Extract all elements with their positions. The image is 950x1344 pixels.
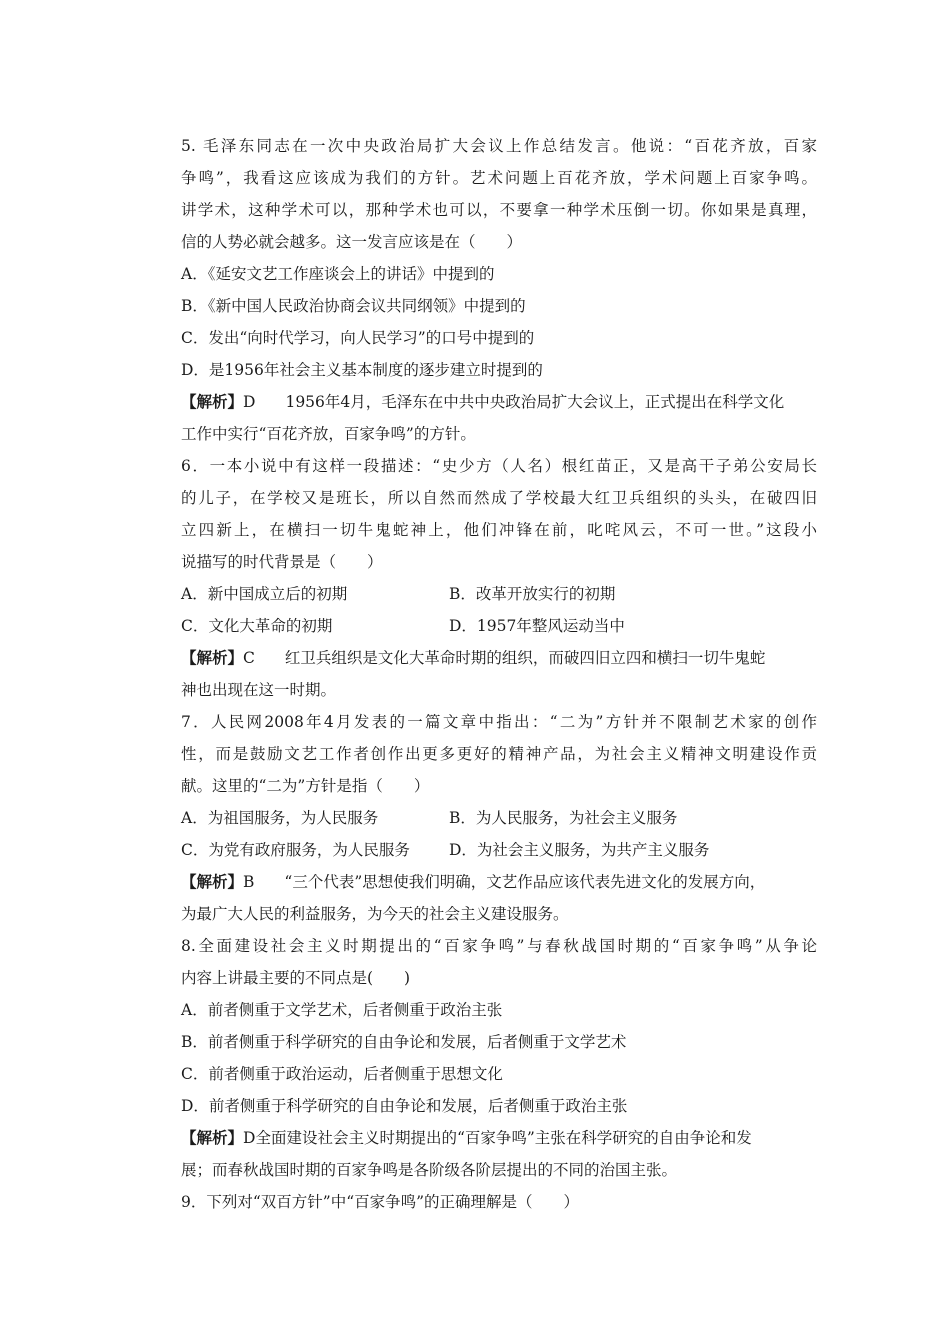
question-stem-line: 7．人民网2008年4月发表的一篇文章中指出：“二为”方针并不限制艺术家的创作 <box>181 713 817 731</box>
question-stem-line: 说描写的时代背景是（ ） <box>181 553 383 571</box>
analysis-text: 全面建设社会主义时期提出的“百家争鸣”主张在科学研究的自由争论和发 <box>255 1129 752 1147</box>
question-7 <box>181 712 817 936</box>
analysis-line: 为最广大人民的利益服务，为今天的社会主义建设服务。 <box>181 905 569 923</box>
question-stem-line: 的儿子，在学校又是班长，所以自然而然成了学校最大红卫兵组织的头头，在破四旧 <box>181 489 817 507</box>
option-c: C．发出“向时代学习，向人民学习”的口号中提到的 <box>181 329 535 347</box>
option-d: D．是1956年社会主义基本制度的逐步建立时提到的 <box>181 361 543 379</box>
analysis-text: “三个代表”思想使我们明确，文艺作品应该代表先进文化的发展方向， <box>284 873 766 891</box>
option-d: D．1957年整风运动当中 <box>449 617 625 635</box>
analysis-line <box>181 872 817 904</box>
question-stem-line: 争鸣”，我看这应该成为我们的方针。艺术问题上百花齐放，学术问题上百家争鸣。 <box>181 169 817 187</box>
option-row <box>181 840 817 872</box>
option-a: A．新中国成立后的初期 <box>181 585 348 603</box>
question-list <box>181 136 817 1224</box>
option-b: B．《新中国人民政治协商会议共同纲领》中提到的 <box>181 297 526 315</box>
option-a: A．为祖国服务，为人民服务 <box>181 809 379 827</box>
analysis-answer: B <box>243 873 255 891</box>
analysis-line: 工作中实行“百花齐放，百家争鸣”的方针。 <box>181 425 476 443</box>
analysis-line: 神也出现在这一时期。 <box>181 681 337 699</box>
analysis-line <box>181 1128 817 1160</box>
analysis-label: 【解析】 <box>181 1128 244 1147</box>
question-stem-line: 立四新上，在横扫一切牛鬼蛇神上，他们冲锋在前，叱咤风云，不可一世。”这段小 <box>181 521 817 539</box>
question-5 <box>181 136 817 456</box>
option-c: C．文化大革命的初期 <box>181 617 333 635</box>
question-stem-line: 献。这里的“二为”方针是指（ ） <box>181 777 430 795</box>
option-row <box>181 584 817 616</box>
analysis-answer: D <box>243 393 256 411</box>
option-row <box>181 808 817 840</box>
analysis-label: 【解析】 <box>181 648 244 667</box>
analysis-line: 展；而春秋战国时期的百家争鸣是各阶级各阶层提出的不同的治国主张。 <box>181 1161 678 1179</box>
option-b: B．前者侧重于科学研究的自由争论和发展，后者侧重于文学艺术 <box>181 1033 627 1051</box>
analysis-line <box>181 648 817 680</box>
question-stem-line: 信的人势必就会越多。这一发言应该是在（ ） <box>181 233 523 251</box>
option-d: D．前者侧重于科学研究的自由争论和发展，后者侧重于政治主张 <box>181 1097 628 1115</box>
question-8 <box>181 936 817 1192</box>
analysis-label: 【解析】 <box>181 872 244 891</box>
question-6 <box>181 456 817 712</box>
question-stem-line: 内容上讲最主要的不同点是( ) <box>181 969 411 987</box>
analysis-answer: C <box>243 649 255 667</box>
option-row <box>181 616 817 648</box>
question-stem-line: 讲学术，这种学术可以，那种学术也可以，不要拿一种学术压倒一切。你如果是真理， <box>181 201 817 219</box>
analysis-answer: D <box>243 1129 256 1147</box>
question-stem-line: 6．一本小说中有这样一段描述：“史少方（人名）根红苗正，又是高干子弟公安局长 <box>181 457 817 475</box>
analysis-text: 红卫兵组织是文化大革命时期的组织，而破四旧立四和横扫一切牛鬼蛇 <box>284 649 766 667</box>
question-stem-line: 性，而是鼓励文艺工作者创作出更多更好的精神产品，为社会主义精神文明建设作贡 <box>181 745 817 763</box>
question-stem-line: 9．下列对“双百方针”中“百家争鸣”的正确理解是（ ） <box>181 1193 580 1211</box>
option-d: D．为社会主义服务，为共产主义服务 <box>449 841 710 859</box>
analysis-text: 1956年4月，毛泽东在中共中央政治局扩大会议上，正式提出在科学文化 <box>285 393 785 411</box>
option-c: C．为党有政府服务，为人民服务 <box>181 841 410 859</box>
option-a: A．《延安文艺工作座谈会上的讲话》中提到的 <box>181 265 495 283</box>
question-stem-line: 5. 毛泽东同志在一次中央政治局扩大会议上作总结发言。他说：“百花齐放，百家 <box>181 137 817 155</box>
question-stem-line: 8.全面建设社会主义时期提出的“百家争鸣”与春秋战国时期的“百家争鸣”从争论 <box>181 937 817 955</box>
option-c: C．前者侧重于政治运动，后者侧重于思想文化 <box>181 1065 503 1083</box>
option-b: B．为人民服务，为社会主义服务 <box>449 809 678 827</box>
analysis-line <box>181 392 817 424</box>
option-a: A．前者侧重于文学艺术，后者侧重于政治主张 <box>181 1001 503 1019</box>
question-9 <box>181 1192 817 1224</box>
option-b: B．改革开放实行的初期 <box>449 585 616 603</box>
analysis-label: 【解析】 <box>181 392 244 411</box>
